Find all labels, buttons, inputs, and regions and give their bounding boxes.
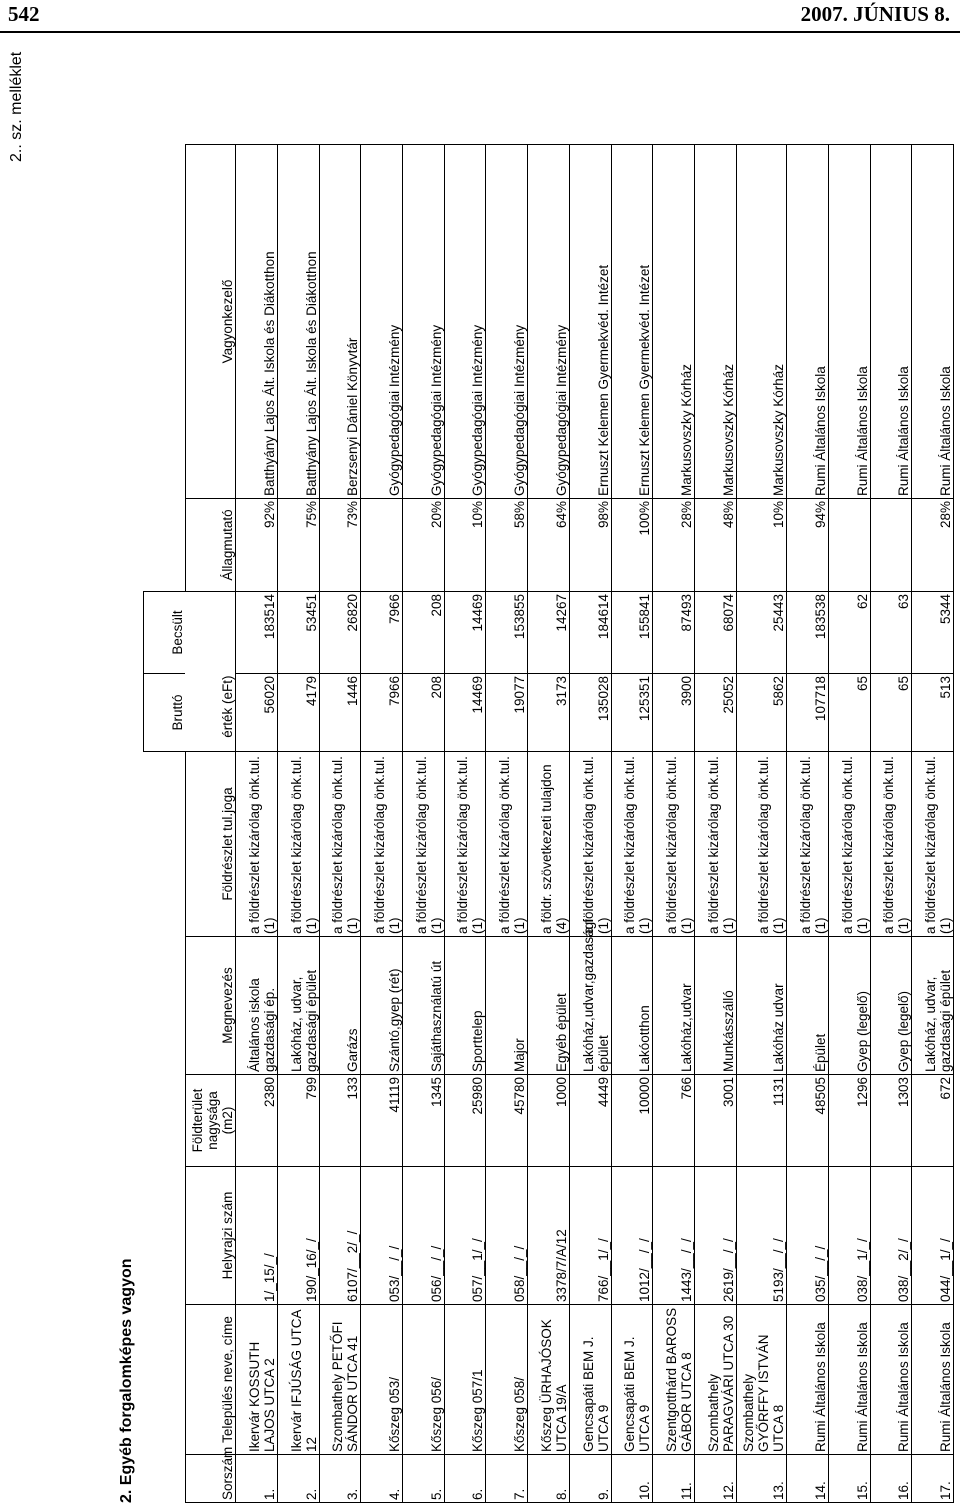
- row-gross-value: 513: [912, 674, 954, 752]
- row-number: 1.: [236, 1455, 278, 1503]
- row-hrsz: 038/__2/_/: [870, 1167, 912, 1305]
- row-ownership: a földrészlet kizárólag önk.tul. (1): [319, 752, 361, 937]
- row-number: 8.: [528, 1455, 570, 1503]
- row-area: 766: [653, 1075, 695, 1167]
- col-header-ertek: érték (eFt): [185, 674, 235, 752]
- row-gross-value: 3900: [653, 674, 695, 752]
- row-ownership: a földrészlet kizárólag önk.tul. (1): [828, 752, 870, 937]
- asset-table: [143, 145, 954, 1503]
- table-row: [528, 145, 570, 1503]
- row-ownership: a földrészlet kizárólag önk.tul. (1): [912, 752, 954, 937]
- row-number: 10.: [611, 1455, 653, 1503]
- row-name: Sporttelep: [444, 937, 486, 1075]
- table-row: [912, 145, 954, 1503]
- row-ownership: a földrészlet kizárólag önk.tul. (1): [653, 752, 695, 937]
- row-number: 17.: [912, 1455, 954, 1503]
- col-header-tuljog: Földrészlet tul.joga: [185, 752, 235, 937]
- row-estimated-value: 7966: [361, 592, 403, 674]
- row-name: Lakóház, udvar, gazdasági épület: [277, 937, 319, 1075]
- row-manager: Gyógypedagógiai Intézmény: [486, 145, 528, 499]
- row-hrsz: 5193/__/_/: [736, 1167, 786, 1305]
- row-name: Lakóház udvar: [736, 937, 786, 1075]
- row-hrsz: 2619/__/_/: [694, 1167, 736, 1305]
- row-ownership: a földrészlet kizárólag önk.tul. (1): [611, 752, 653, 937]
- row-manager: Markusovszky Kórház: [736, 145, 786, 499]
- page-number: 542: [8, 2, 40, 26]
- row-gross-value: 5862: [736, 674, 786, 752]
- row-estimated-value: 183538: [787, 592, 829, 674]
- row-gross-value: 4179: [277, 674, 319, 752]
- row-hrsz: 1012/__/_/: [611, 1167, 653, 1305]
- row-manager: Markusovszky Kórház: [653, 145, 695, 499]
- row-area: 3001: [694, 1075, 736, 1167]
- row-estimated-value: 26820: [319, 592, 361, 674]
- row-condition: 73%: [319, 499, 361, 592]
- row-name: Lakóház, udvar, gazdasági épület: [912, 937, 954, 1075]
- row-area: 45780: [486, 1075, 528, 1167]
- row-ownership: a földrészlet kizárólag önk.tul. (1): [403, 752, 445, 937]
- row-gross-value: 208: [403, 674, 445, 752]
- row-number: 2.: [277, 1455, 319, 1503]
- row-gross-value: 65: [870, 674, 912, 752]
- row-condition: 94%: [787, 499, 829, 592]
- row-manager: Rumi Általános Iskola: [787, 145, 829, 499]
- row-estimated-value: 68074: [694, 592, 736, 674]
- col-header-hrsz: Helyrajzi szám: [185, 1167, 235, 1305]
- row-hrsz: 766/__1/_/: [569, 1167, 611, 1305]
- row-number: 13.: [736, 1455, 786, 1503]
- row-hrsz: 044/__1/_/: [912, 1167, 954, 1305]
- row-number: 11.: [653, 1455, 695, 1503]
- row-condition: 100%: [611, 499, 653, 592]
- row-condition: 98%: [569, 499, 611, 592]
- row-condition: 64%: [528, 499, 570, 592]
- row-condition: 20%: [403, 499, 445, 592]
- row-ownership: a földrészlet kizárólag önk.tul. (1): [569, 752, 611, 937]
- row-area: 25980: [444, 1075, 486, 1167]
- row-number: 3.: [319, 1455, 361, 1503]
- row-number: 15.: [828, 1455, 870, 1503]
- row-ownership: a földr. szövetkezeti tulajdon (4): [528, 752, 570, 937]
- col-header-telepules: Település neve, címe: [185, 1305, 235, 1455]
- col-header-ertek-2: [185, 592, 235, 674]
- header-brutto: Bruttó: [144, 674, 186, 752]
- row-manager: Ernuszt Kelemen Gyermekvéd. Intézet: [611, 145, 653, 499]
- row-address: Rumi Általános Iskola: [912, 1305, 954, 1455]
- row-gross-value: 107718: [787, 674, 829, 752]
- row-ownership: a földrészlet kizárólag önk.tul. (1): [736, 752, 786, 937]
- row-condition: 58%: [486, 499, 528, 592]
- row-area: 48505: [787, 1075, 829, 1167]
- row-estimated-value: 184614: [569, 592, 611, 674]
- row-name: Lakóotthon: [611, 937, 653, 1075]
- row-estimated-value: 155841: [611, 592, 653, 674]
- row-address: Gencsapáti BEM J. UTCA 9: [611, 1305, 653, 1455]
- col-header-megnevezes: Megnevezés: [185, 937, 235, 1075]
- row-gross-value: 65: [828, 674, 870, 752]
- row-manager: Gyógypedagógiai Intézmény: [403, 145, 445, 499]
- row-address: Ikervár KOSSUTH LAJOS UTCA 2: [236, 1305, 278, 1455]
- row-area: 1303: [870, 1075, 912, 1167]
- row-gross-value: 1446: [319, 674, 361, 752]
- row-area: 10000: [611, 1075, 653, 1167]
- row-address: Szombathely PETŐFI SÁNDOR UTCA 41: [319, 1305, 361, 1455]
- row-estimated-value: 53451: [277, 592, 319, 674]
- table-row: [444, 145, 486, 1503]
- row-gross-value: 56020: [236, 674, 278, 752]
- row-manager: Rumi Általános Iskola: [828, 145, 870, 499]
- row-address: Rumi Általános Iskola: [787, 1305, 829, 1455]
- header-row: [185, 145, 235, 1503]
- table-row: [787, 145, 829, 1503]
- row-hrsz: 058/__/_/: [486, 1167, 528, 1305]
- row-manager: Batthyány Lajos Ált. Iskola és Diákotthon: [277, 145, 319, 499]
- row-area: 799: [277, 1075, 319, 1167]
- row-hrsz: 6107/__2/_/: [319, 1167, 361, 1305]
- row-name: Egyéb épület: [528, 937, 570, 1075]
- row-manager: Rumi Általános Iskola: [912, 145, 954, 499]
- row-condition: [361, 499, 403, 592]
- row-gross-value: 19077: [486, 674, 528, 752]
- row-condition: [828, 499, 870, 592]
- row-manager: Markusovszky Kórház: [694, 145, 736, 499]
- row-hrsz: 057/__1/_/: [444, 1167, 486, 1305]
- row-estimated-value: 5344: [912, 592, 954, 674]
- row-condition: 28%: [912, 499, 954, 592]
- table-row: [870, 145, 912, 1503]
- row-area: 672: [912, 1075, 954, 1167]
- row-area: 1000: [528, 1075, 570, 1167]
- row-number: 16.: [870, 1455, 912, 1503]
- row-hrsz: 1/_15/_/: [236, 1167, 278, 1305]
- col-header-allag: Állagmutató: [185, 499, 235, 592]
- table-row: [319, 145, 361, 1503]
- row-name: Általános iskola gazdasági ép.: [236, 937, 278, 1075]
- row-address: Szentgotthárd BAROSS GÁBOR UTCA 8: [653, 1305, 695, 1455]
- row-area: 41119: [361, 1075, 403, 1167]
- row-number: 5.: [403, 1455, 445, 1503]
- row-estimated-value: 62: [828, 592, 870, 674]
- row-address: Kőszeg 056/: [403, 1305, 445, 1455]
- table-row: [694, 145, 736, 1503]
- row-name: Major: [486, 937, 528, 1075]
- row-area: 2380: [236, 1075, 278, 1167]
- row-address: Gencsapáti BEM J. UTCA 9: [569, 1305, 611, 1455]
- row-gross-value: 125351: [611, 674, 653, 752]
- col-header-terulet: Földterület nagysága (m2): [185, 1075, 235, 1167]
- table-row: [277, 145, 319, 1503]
- col-header-vagyonkezelo: Vagyonkezelő: [185, 145, 235, 499]
- row-condition: 75%: [277, 499, 319, 592]
- row-condition: 28%: [653, 499, 695, 592]
- table-row: [236, 145, 278, 1503]
- row-hrsz: 190/_16/_/: [277, 1167, 319, 1305]
- row-condition: 92%: [236, 499, 278, 592]
- row-manager: Gyógypedagógiai Intézmény: [361, 145, 403, 499]
- row-ownership: a földrészlet kizárólag önk.tul. (1): [870, 752, 912, 937]
- row-manager: Berzsenyi Dániel Könyvtár: [319, 145, 361, 499]
- row-name: Épület: [787, 937, 829, 1075]
- header-rule: [0, 31, 960, 33]
- row-manager: Rumi Általános Iskola: [870, 145, 912, 499]
- row-condition: 48%: [694, 499, 736, 592]
- table-row: [486, 145, 528, 1503]
- row-estimated-value: 14267: [528, 592, 570, 674]
- row-address: Kőszeg ÜRHAJÓSOK UTCA 19/A: [528, 1305, 570, 1455]
- row-area: 1296: [828, 1075, 870, 1167]
- row-area: 1131: [736, 1075, 786, 1167]
- table-row: [653, 145, 695, 1503]
- row-estimated-value: 87493: [653, 592, 695, 674]
- row-address: Ikervár IFJÚSÁG UTCA 12: [277, 1305, 319, 1455]
- row-number: 7.: [486, 1455, 528, 1503]
- row-address: Szombathely GYŐRFFY ISTVÁN UTCA 8: [736, 1305, 786, 1455]
- header-becsult: Becsült: [144, 592, 186, 674]
- row-address: Rumi Általános Iskola: [870, 1305, 912, 1455]
- row-gross-value: 135028: [569, 674, 611, 752]
- table-row: [569, 145, 611, 1503]
- row-name: Lakóház,udvar: [653, 937, 695, 1075]
- row-gross-value: 25052: [694, 674, 736, 752]
- row-area: 1345: [403, 1075, 445, 1167]
- table-row: [611, 145, 653, 1503]
- row-number: 9.: [569, 1455, 611, 1503]
- row-address: Szombathely PARAGVÁRI UTCA 30: [694, 1305, 736, 1455]
- row-ownership: a földrészlet kizárólag önk.tul. (1): [444, 752, 486, 937]
- row-hrsz: 056/__/_/: [403, 1167, 445, 1305]
- table-row: [736, 145, 786, 1503]
- row-number: 14.: [787, 1455, 829, 1503]
- col-header-sorszam: Sorszám: [185, 1455, 235, 1503]
- row-number: 12.: [694, 1455, 736, 1503]
- row-gross-value: 3173: [528, 674, 570, 752]
- row-estimated-value: 25443: [736, 592, 786, 674]
- row-name: Szántó,gyep (rét): [361, 937, 403, 1075]
- table-row: [828, 145, 870, 1503]
- row-name: Gyep (legelő): [828, 937, 870, 1075]
- row-ownership: a földrészlet kizárólag önk.tul. (1): [277, 752, 319, 937]
- row-name: Munkásszálló: [694, 937, 736, 1075]
- table-row: [403, 145, 445, 1503]
- row-manager: Ernuszt Kelemen Gyermekvéd. Intézet: [569, 145, 611, 499]
- row-hrsz: 1443/__/_/: [653, 1167, 695, 1305]
- row-area: 133: [319, 1075, 361, 1167]
- row-ownership: a földrészlet kizárólag önk.tul. (1): [694, 752, 736, 937]
- page-date: 2007. JÚNIUS 8.: [800, 2, 950, 26]
- header-top-row: [144, 145, 186, 1503]
- row-hrsz: 053/__/_/: [361, 1167, 403, 1305]
- section-title: 2. Egyéb forgalomképes vagyon: [118, 1258, 135, 1503]
- row-gross-value: 14469: [444, 674, 486, 752]
- row-address: Kőszeg 058/: [486, 1305, 528, 1455]
- row-manager: Gyógypedagógiai Intézmény: [528, 145, 570, 499]
- row-estimated-value: 183514: [236, 592, 278, 674]
- row-estimated-value: 208: [403, 592, 445, 674]
- row-gross-value: 7966: [361, 674, 403, 752]
- row-condition: 10%: [444, 499, 486, 592]
- row-address: Kőszeg 057/1: [444, 1305, 486, 1455]
- row-ownership: a földrészlet kizárólag önk.tul. (1): [787, 752, 829, 937]
- row-condition: 10%: [736, 499, 786, 592]
- row-hrsz: 038/__1/_/: [828, 1167, 870, 1305]
- row-manager: Batthyány Lajos Ált. Iskola és Diákotthon: [236, 145, 278, 499]
- row-address: Rumi Általános Iskola: [828, 1305, 870, 1455]
- row-area: 4449: [569, 1075, 611, 1167]
- row-number: 4.: [361, 1455, 403, 1503]
- row-ownership: a földrészlet kizárólag önk.tul. (1): [236, 752, 278, 937]
- row-name: Lakóház,udvar,gazdasági épület: [569, 937, 611, 1075]
- row-hrsz: 035/__/_/: [787, 1167, 829, 1305]
- row-hrsz: 3378/7/A/12: [528, 1167, 570, 1305]
- table-row: [361, 145, 403, 1503]
- row-manager: Gyógypedagógiai Intézmény: [444, 145, 486, 499]
- row-ownership: a földrészlet kizárólag önk.tul. (1): [486, 752, 528, 937]
- row-name: Garázs: [319, 937, 361, 1075]
- annex-label: 2.. sz. melléklet: [8, 51, 25, 162]
- row-condition: [870, 499, 912, 592]
- row-estimated-value: 63: [870, 592, 912, 674]
- row-name: Gyep (legelő): [870, 937, 912, 1075]
- row-estimated-value: 153855: [486, 592, 528, 674]
- row-estimated-value: 14469: [444, 592, 486, 674]
- row-ownership: a földrészlet kizárólag önk.tul. (1): [361, 752, 403, 937]
- row-address: Kőszeg 053/: [361, 1305, 403, 1455]
- row-name: Sajáthasználatú út: [403, 937, 445, 1075]
- row-number: 6.: [444, 1455, 486, 1503]
